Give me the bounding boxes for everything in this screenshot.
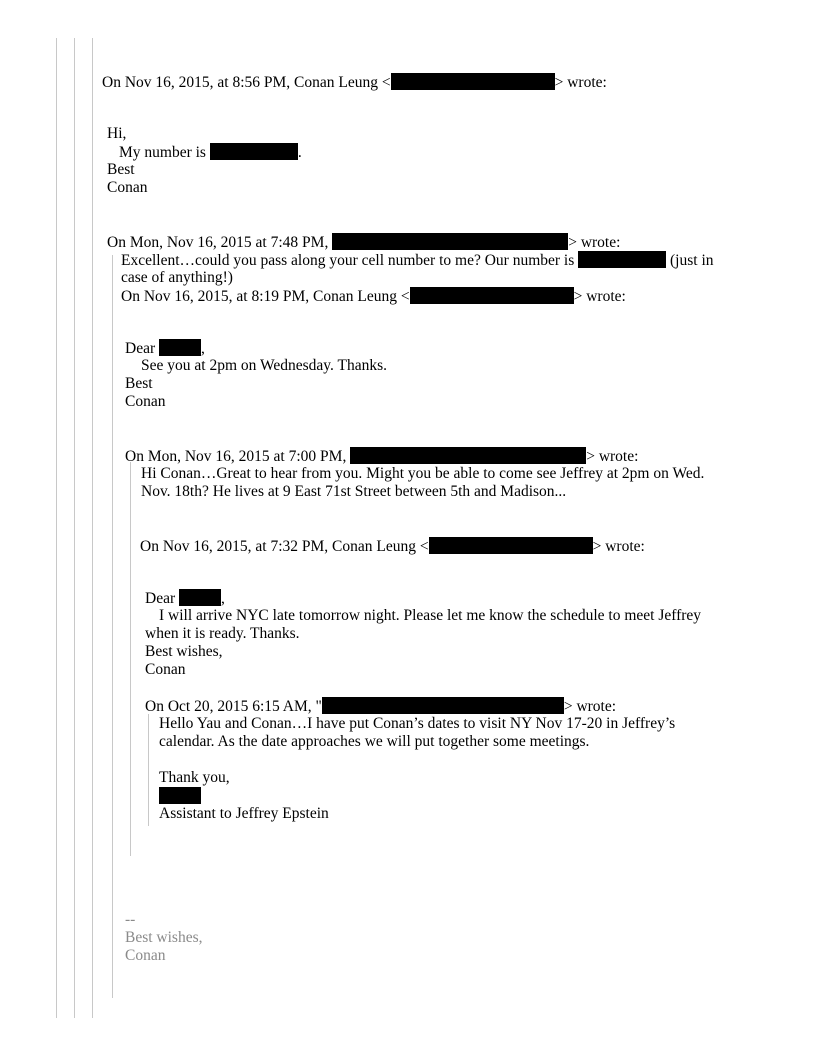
quote-border-4 bbox=[112, 255, 113, 998]
message-line: Nov. 18th? He lives at 9 East 71st Street between 5th and Madison... bbox=[141, 483, 567, 500]
dear-punct: , bbox=[201, 340, 205, 357]
message-line: Hello Yau and Conan…I have put Conan’s dates to visit NY Nov 17-20 in Jeffrey’s bbox=[159, 715, 676, 732]
quote-header bbox=[102, 73, 607, 92]
header-text: > wrote: bbox=[554, 74, 607, 91]
header-text: On Oct 20, 2015 6:15 AM, " bbox=[145, 698, 322, 715]
redaction bbox=[350, 447, 586, 464]
dear-punct: , bbox=[221, 590, 225, 607]
message-line: when it is ready. Thanks. bbox=[145, 625, 300, 642]
header-text: > wrote: bbox=[592, 538, 645, 555]
redaction bbox=[429, 537, 593, 554]
header-text: On Nov 16, 2015, at 7:32 PM, Conan Leung < bbox=[140, 538, 429, 555]
message-text: Excellent…could you pass along your cell number to me? Our number is bbox=[121, 252, 575, 269]
header-text: > wrote: bbox=[573, 288, 626, 305]
quote-border-5 bbox=[130, 462, 131, 856]
header-text: On Nov 16, 2015, at 8:56 PM, Conan Leung < bbox=[102, 74, 391, 91]
redaction bbox=[322, 697, 564, 714]
number-punct: . bbox=[297, 144, 302, 161]
redaction bbox=[391, 73, 555, 90]
dear-text: Dear bbox=[145, 590, 176, 607]
header-text: > wrote: bbox=[568, 234, 621, 251]
quote-border-3 bbox=[92, 38, 93, 1018]
sender-name: Conan bbox=[107, 179, 148, 196]
signature-separator: -- bbox=[125, 911, 136, 928]
signature-name: Conan bbox=[125, 947, 166, 964]
salutation bbox=[125, 339, 205, 358]
closing: Best bbox=[125, 375, 153, 392]
header-text: On Mon, Nov 16, 2015 at 7:48 PM, bbox=[107, 234, 329, 251]
redaction bbox=[210, 143, 298, 160]
signature-title: Assistant to Jeffrey Epstein bbox=[159, 805, 329, 822]
greeting: Hi, bbox=[107, 125, 127, 142]
message-line: case of anything!) bbox=[121, 269, 233, 286]
signature-closing: Best wishes, bbox=[125, 929, 203, 946]
signature-name-line bbox=[159, 787, 201, 806]
header-text: > wrote: bbox=[586, 448, 639, 465]
redaction bbox=[410, 287, 574, 304]
closing: Best bbox=[107, 161, 135, 178]
quote-header bbox=[107, 233, 620, 252]
quote-border-6 bbox=[148, 714, 149, 826]
header-text: > wrote: bbox=[563, 698, 617, 715]
quote-header bbox=[145, 697, 616, 716]
number-label: My number is bbox=[119, 144, 206, 161]
message-line: I will arrive NYC late tomorrow night. Please let me know the schedule to meet Jeffrey bbox=[159, 607, 702, 624]
header-text: On Mon, Nov 16, 2015 at 7:00 PM, bbox=[125, 448, 347, 465]
message-line: Hi Conan…Great to hear from you. Might you be able to come see Jeffrey at 2pm on Wed. bbox=[141, 465, 705, 482]
message-text: (just in bbox=[670, 252, 714, 269]
quote-header bbox=[121, 287, 626, 306]
dear-text: Dear bbox=[125, 340, 156, 357]
header-text: On Nov 16, 2015, at 8:19 PM, Conan Leung < bbox=[121, 288, 410, 305]
redaction bbox=[578, 251, 666, 268]
quote-border-2 bbox=[74, 38, 75, 1018]
message-line: calendar. As the date approaches we will put together some meetings. bbox=[159, 733, 590, 750]
sender-name: Conan bbox=[145, 661, 186, 678]
redaction bbox=[159, 339, 201, 356]
number-line bbox=[119, 143, 302, 162]
sender-name: Conan bbox=[125, 393, 166, 410]
quote-header bbox=[125, 447, 638, 466]
thanks-line: Thank you, bbox=[159, 769, 230, 786]
message-line: See you at 2pm on Wednesday. Thanks. bbox=[141, 357, 387, 374]
message-line bbox=[121, 251, 714, 270]
salutation bbox=[145, 589, 225, 608]
redaction bbox=[179, 589, 221, 606]
closing: Best wishes, bbox=[145, 643, 223, 660]
quote-border-1 bbox=[56, 38, 57, 1018]
redaction bbox=[332, 233, 568, 250]
redaction bbox=[159, 787, 201, 804]
quote-header bbox=[140, 537, 645, 556]
